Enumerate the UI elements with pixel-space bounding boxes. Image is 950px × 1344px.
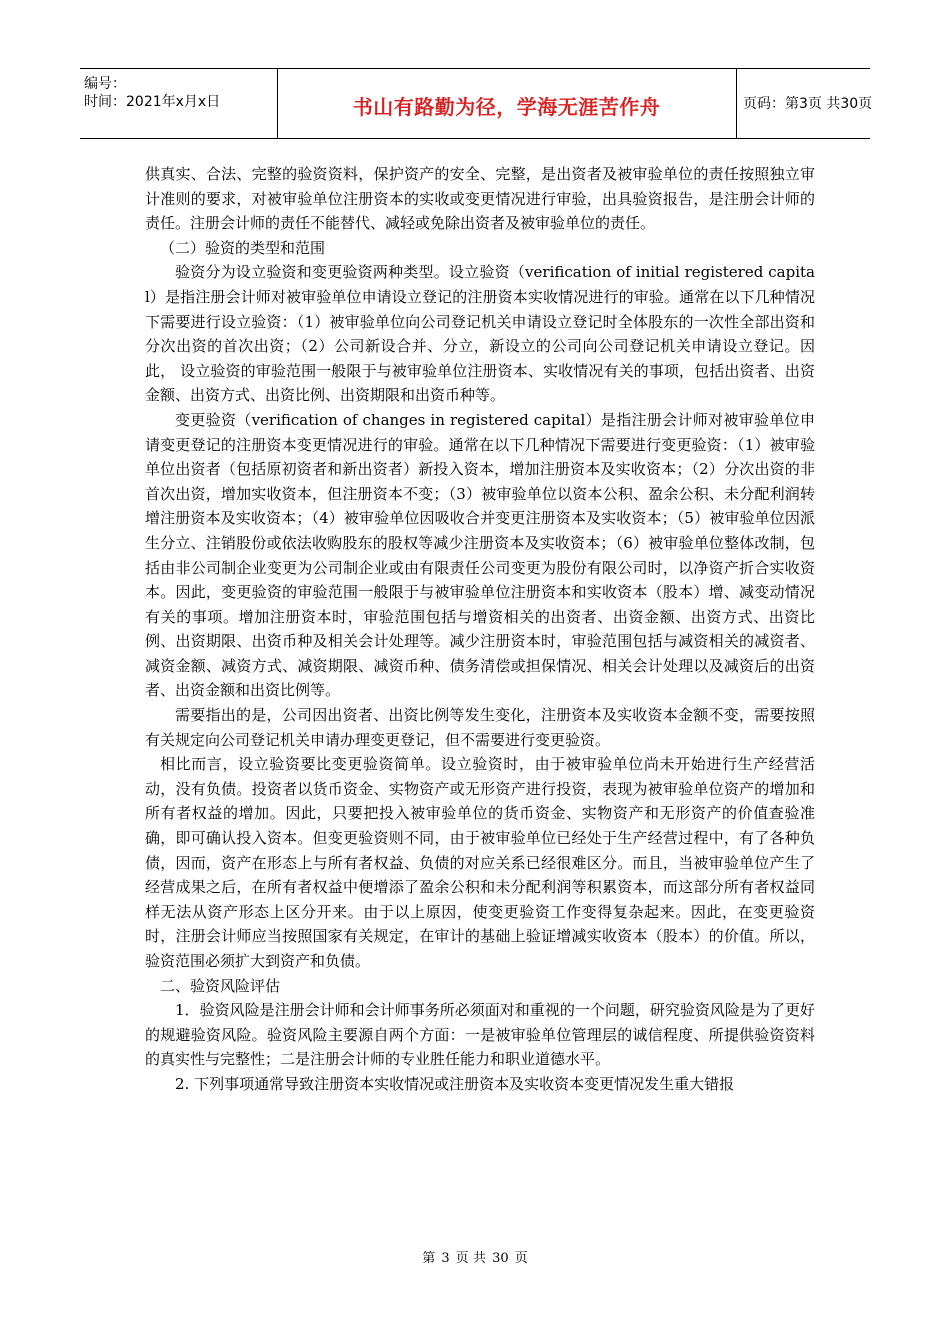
paragraph: 验资分为设立验资和变更验资两种类型。设立验资（verification of initial registered capital）是指注册会计师对被审验单位申请设立登记的注册资本实收情况进行的审验。通常在以下几种情况下需要进行设立验资：（1）被审验单位向公司登记机关申请设立登记时全体股东的一次性全部出资和分次出资的首次出资；（2）公司新设合并、分立，新设立的公司向公司登记机关申请设立登记。因此， 设立验资的审验范围一般限于与被审验单位注册资本、实收情况有关的事项，包括出资者、出资金额、出资方式、出资比例、出资期限和出资币种等。 bbox=[145, 263, 815, 405]
number-label: 编号： bbox=[84, 76, 126, 92]
paragraph: 1．验资风险是注册会计师和会计师事务所必须面对和重视的一个问题，研究验资风险是为了更好的规避验资风险。验资风险主要源自两个方面：一是被审验单位管理层的诚信程度、所提供验资资料的真实性与完整性；二是注册会计师的专业胜任能力和职业道德水平。 bbox=[145, 1001, 815, 1069]
paragraph: 变更验资（verification of changes in registered capital）是指注册会计师对被审验单位申请变更登记的注册资本变更情况进行的审验。通常在以下几种情况下需要进行变更验资：（1）被审验单位出资者（包括原初资者和新出资者）新投入资本，增加注册资本及实收资本；（2）分次出资的非首次出资，增加实收资本，但注册资本不变；（3）被审验单位以资本公积、盈余公积、未分配利润转增注册资本及实收资本；（4）被审验单位因吸收合并变更注册资本及实收资本；（5）被审验单位因派生分立、注销股份或依法收购股东的股权等减少注册资本及实收资本；（6）被审验单位整体改制，包括由非公司制企业变更为公司制企业或由有限责任公司变更为股份有限公司时，以净资产折合实收资本。因此，变更验资的审验范围一般限于与被审验单位注册资本和实收资本（股本）增、减变动情况有关的事项。增加注册资本时，审验范围包括与增资相关的出资者、出资金额、出资方式、出资比例、出资期限、出资币种及相关会计处理等。减少注册资本时，审验范围包括与减资相关的减资者、减资金额、减资方式、减资期限、减资币种、债务清偿或担保情况、相关会计处理以及减资后的出资者、出资金额和出资比例等。 bbox=[145, 410, 815, 700]
header-motto-cell bbox=[277, 69, 737, 138]
paragraph: 2. 下列事项通常导致注册资本实收情况或注册资本及实收资本变更情况发生重大错报 bbox=[175, 1074, 735, 1093]
footer-page-word: 第 bbox=[422, 1251, 436, 1266]
paragraph: 供真实、合法、完整的验资资料，保护资产的安全、完整，是出资者及被审验单位的责任按照独立审计准则的要求，对被审验单位注册资本的实收或变更情况进行审验，出具验资报告，是注册会计师的责任。注册会计师的责任不能替代、减轻或免除出资者及被审验单位的责任。 bbox=[145, 165, 815, 233]
footer-page-num: 3 bbox=[441, 1251, 450, 1266]
footer-page-end: 页 bbox=[514, 1251, 528, 1266]
paragraph: 需要指出的是，公司因出资者、出资比例等发生变化，注册资本及实收资本金额不变，需要按照有关规定向公司登记机关申请办理变更登记，但不需要进行变更验资。 bbox=[145, 706, 815, 749]
page-footer bbox=[0, 1247, 950, 1266]
section-heading: 二、验资风险评估 bbox=[160, 976, 281, 995]
header-info-cell bbox=[80, 69, 278, 138]
footer-page-mid: 页 共 bbox=[455, 1251, 486, 1266]
motto: 书山有路勤为径，学海无涯苦作舟 bbox=[352, 95, 661, 119]
page-header bbox=[80, 68, 873, 139]
page-number-label: 页码：第3页 共30页 bbox=[743, 96, 873, 112]
paragraph: 相比而言，设立验资要比变更验资简单。设立验资时，由于被审验单位尚未开始进行生产经营活动，没有负债。投资者以货币资金、实物资产或无形资产进行投资，表现为被审验单位资产的增加和所有者权益的增加。因此，只要把投入被审验单位的货币资金、实物资产和无形资产的价值查验准确，即可确认投入资本。但变更验资则不同，由于被审验单位已经处于生产经营过程中，有了各种负债，因而，资产在形态上与所有者权益、负债的对应关系已经很难区分。而且，当被审验单位产生了经营成果之后，在所有者权益中便增添了盈余公积和未分配利润等积累资本，而这部分所有者权益同样无法从资产形态上区分开来。由于以上原因，使变更验资工作变得复杂起来。因此，在变更验资时，注册会计师应当按照国家有关规定，在审计的基础上验证增减实收资本（股本）的价值。所以，验资范围必须扩大到资产和负债。 bbox=[145, 755, 815, 970]
date-label: 时间：2021年x月x日 bbox=[84, 94, 221, 110]
footer-total: 30 bbox=[492, 1251, 509, 1266]
header-page-cell bbox=[737, 69, 873, 138]
document-body bbox=[145, 162, 815, 1097]
section-heading: （二）验资的类型和范围 bbox=[160, 238, 326, 257]
